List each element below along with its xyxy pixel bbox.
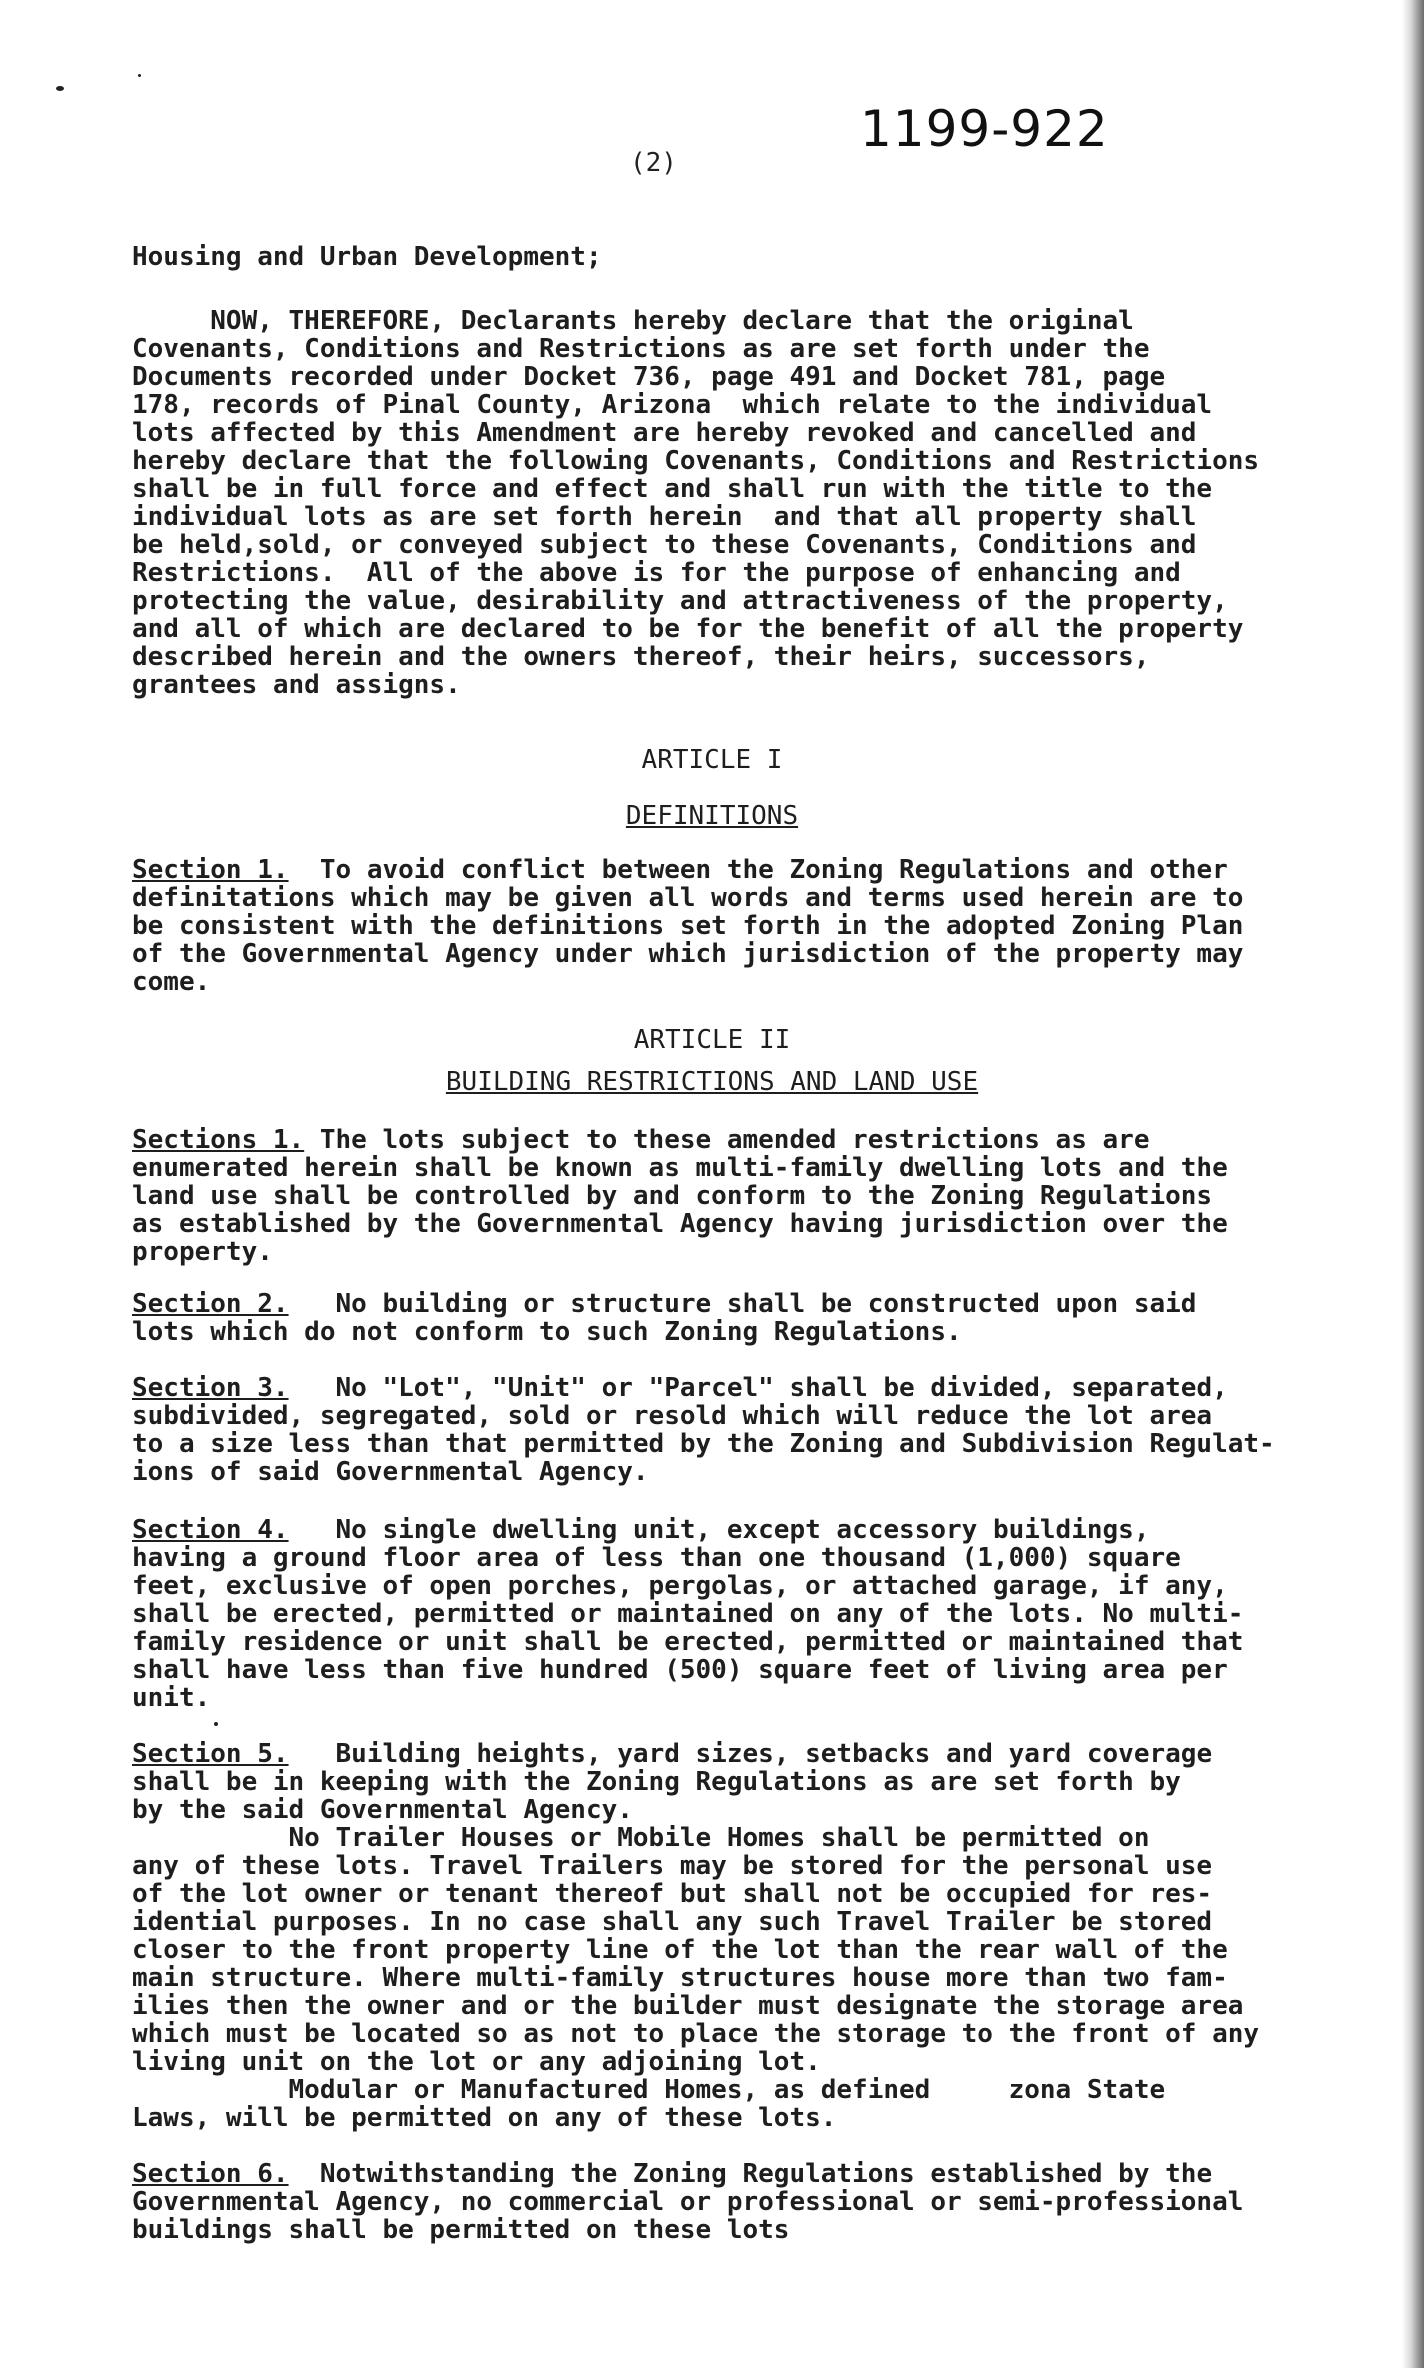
scan-speck bbox=[214, 1722, 218, 1726]
section-text: Building heights, yard sizes, setbacks and yard coverage shall be in keeping with the Zoning Regulations as are set forth by by the said Governmental Agency. No Trailer Houses or Mobile Homes shall be permitted on any of these lots. Travel Trailers may be stored for the personal use of the lot owner or tenant thereof but shall not be occupied for res- idential purposes. In no case shall any such Travel Trailer be stored closer to the front property line of the lot than the rear wall of the main structure. Where multi-family structures house more than two fam- ilies then the owner and or the builder must designate the storage area which must be located so as not to place the storage to the front of any living unit on the lot or any adjoining lot. Modular or Manufactured Homes, as defined zona State Laws, will be permitted on any of these lots. bbox=[132, 1739, 1260, 2133]
section-label: Section 6. bbox=[132, 2159, 289, 2189]
document-number: 1199-922 bbox=[860, 100, 1109, 158]
section-label: Sections 1. bbox=[132, 1125, 305, 1155]
section-label: Section 5. bbox=[132, 1739, 289, 1769]
article-2-section-1 bbox=[132, 1126, 1332, 1266]
section-text: The lots subject to these amended restrictions as are enumerated herein shall be known as multi-family dwelling lots and the land use shall be controlled by and conform to the Zoning Regulations as established by the Governmental Agency having jurisdiction over the property. bbox=[132, 1125, 1228, 1267]
article-1-section-1 bbox=[132, 856, 1332, 996]
article-2-section-3 bbox=[132, 1374, 1332, 1486]
scan-speck bbox=[138, 74, 141, 77]
article-1-heading: ARTICLE I bbox=[641, 745, 783, 775]
article-2-section-4 bbox=[132, 1516, 1332, 1712]
page-number: (2) bbox=[630, 148, 677, 178]
section-label: Section 1. bbox=[132, 855, 289, 885]
section-text: To avoid conflict between the Zoning Regulations and other definitations which may be given all words and terms used herein are to be consistent with the definitions set forth in the adopted Zoning Plan of the Governmental Agency under which jurisdiction of the property may come. bbox=[132, 855, 1244, 997]
intro-line: Housing and Urban Development; bbox=[132, 242, 602, 272]
section-label: Section 4. bbox=[132, 1515, 289, 1545]
article-2-heading: ARTICLE II bbox=[633, 1025, 791, 1055]
scan-speck bbox=[56, 86, 64, 91]
article-2-section-5 bbox=[132, 1740, 1332, 2132]
section-text: Notwithstanding the Zoning Regulations established by the Governmental Agency, no commercial or professional or semi-professional buildings shall be permitted on these lots bbox=[132, 2159, 1244, 2245]
preamble-paragraph: NOW, THEREFORE, Declarants hereby declare that the original Covenants, Conditions and Restrictions as are set forth under the Documents recorded under Docket 736, page 491 and Docket 781, page 178, records of Pinal County, Arizona which relate to the individual lots affected by this Amendment are hereby revoked and cancelled and hereby declare that the following Covenants, Conditions and Restrictions shall be in full force and effect and shall run with the title to the individual lots as are set forth herein and that all property shall be held,sold, or conveyed subject to these Covenants, Conditions and Restrictions. All of the above is for the purpose of enhancing and protecting the value, desirability and attractiveness of the property, and all of which are declared to be for the benefit of all the property described herein and the owners thereof, their heirs, successors, grantees and assigns. bbox=[132, 306, 1260, 700]
article-2-section-6 bbox=[132, 2160, 1332, 2244]
section-label: Section 3. bbox=[132, 1373, 289, 1403]
article-2-section-2 bbox=[132, 1290, 1332, 1346]
scan-edge-shadow bbox=[1402, 0, 1424, 2368]
section-text: No single dwelling unit, except accessory buildings, having a ground floor area of less than one thousand (1,000) square feet, exclusive of open porches, pergolas, or attached garage, if any, shall be erected, permitted or maintained on any of the lots. No multi- family residence or unit shall be erected, permitted or maintained that shall have less than five hundred (500) square feet of living area per unit. bbox=[132, 1515, 1244, 1713]
section-text: No building or structure shall be constructed upon said lots which do not conform to such Zoning Regulations. bbox=[132, 1289, 1197, 1347]
article-1-title: DEFINITIONS bbox=[625, 801, 799, 831]
section-text: No "Lot", "Unit" or "Parcel" shall be divided, separated, subdivided, segregated, sold or resold which will reduce the lot area to a size less than that permitted by the Zoning and Subdivision Regulat- ions of said Governmental Agency. bbox=[132, 1373, 1275, 1487]
article-2-title: BUILDING RESTRICTIONS AND LAND USE bbox=[445, 1067, 979, 1097]
section-label: Section 2. bbox=[132, 1289, 289, 1319]
